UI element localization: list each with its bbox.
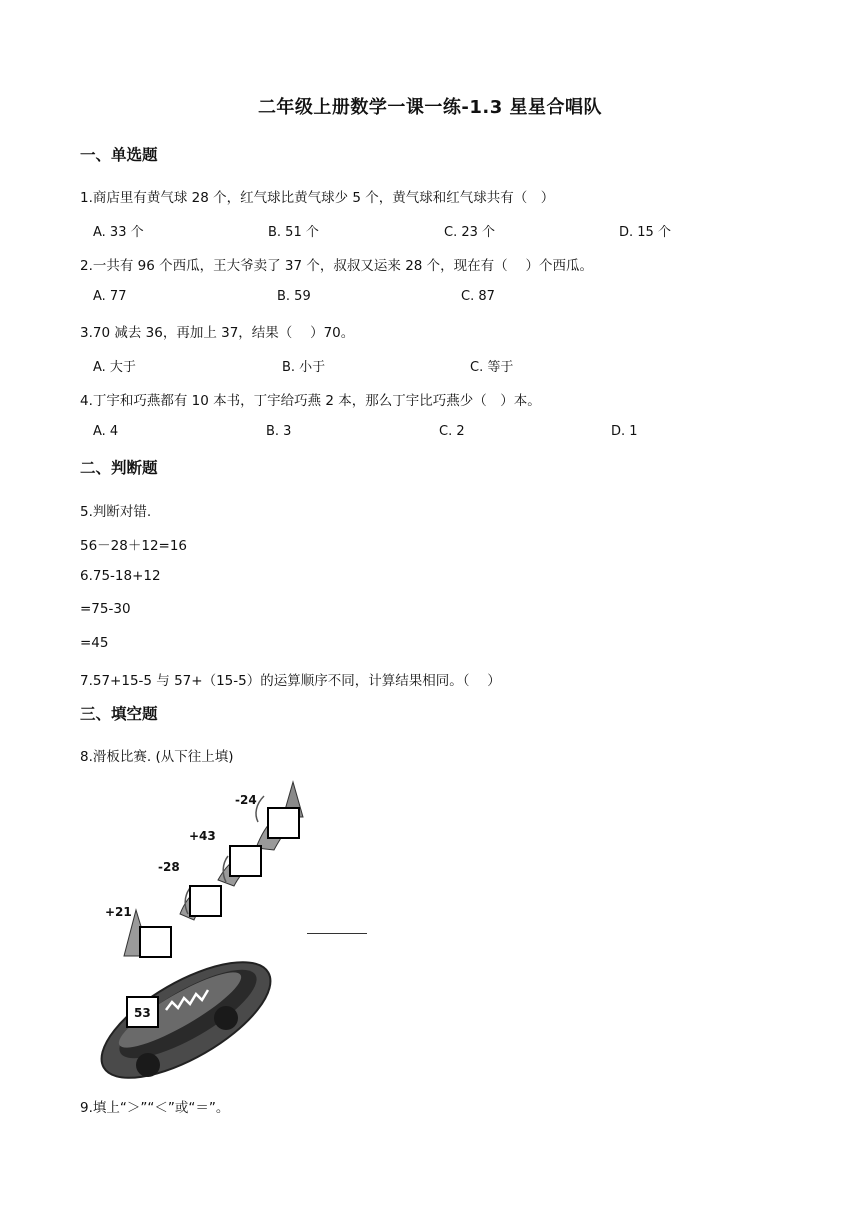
question-2: 2.一共有 96 个西瓜，王大爷卖了 37 个，叔叔又运来 28 个，现在有（ ）个西瓜。	[80, 258, 593, 274]
step-label-4: -24	[235, 793, 257, 807]
page-title: 二年级上册数学一课一练-1.3 星星合唱队	[257, 97, 603, 118]
q4-option-b[interactable]: B. 3	[266, 424, 292, 439]
question-4: 4.丁宇和巧燕都有 10 本书，丁宇给巧燕 2 本，那么丁宇比巧燕少（ ）本。	[80, 393, 541, 409]
q2-option-c[interactable]: C. 87	[461, 289, 495, 304]
answer-blank-line[interactable]	[307, 933, 367, 934]
start-value: 53	[134, 1006, 151, 1020]
question-8: 8.滑板比赛. (从下往上填)	[80, 749, 234, 765]
question-6-step-1: =75-30	[80, 601, 131, 617]
q3-option-a[interactable]: A. 大于	[93, 360, 136, 375]
question-9: 9.填上“＞”“＜”或“＝”。	[80, 1100, 230, 1116]
q3-option-c[interactable]: C. 等于	[470, 360, 514, 375]
skateboard-icon	[88, 940, 287, 1080]
section-heading-single-choice: 一、单选题	[80, 146, 158, 164]
q1-option-a[interactable]: A. 33 个	[93, 225, 144, 240]
answer-box-3	[230, 846, 261, 876]
question-7: 7.57+15-5 与 57+（15-5）的运算顺序不同，计算结果相同。（ ）	[80, 673, 501, 689]
question-5: 5.判断对错.	[80, 504, 152, 520]
answer-box-2	[190, 886, 221, 916]
q4-option-d[interactable]: D. 1	[611, 424, 638, 439]
q1-option-d[interactable]: D. 15 个	[619, 225, 671, 240]
answer-box-4	[268, 808, 299, 838]
section-heading-true-false: 二、判断题	[80, 459, 158, 477]
q4-option-c[interactable]: C. 2	[439, 424, 465, 439]
question-6-step-2: =45	[80, 635, 109, 651]
section-heading-fill-in: 三、填空题	[80, 705, 158, 723]
q1-option-c[interactable]: C. 23 个	[444, 225, 496, 240]
step-label-1: +21	[105, 905, 132, 919]
q1-option-b[interactable]: B. 51 个	[268, 225, 319, 240]
q3-option-b[interactable]: B. 小于	[282, 360, 326, 375]
question-5-expression: 56－28＋12=16	[80, 538, 188, 554]
answer-box-1	[140, 927, 171, 957]
q4-option-a[interactable]: A. 4	[93, 424, 119, 439]
step-label-3: +43	[189, 829, 216, 843]
q2-option-b[interactable]: B. 59	[277, 289, 311, 304]
skateboard-figure	[88, 770, 388, 1080]
step-label-2: -28	[158, 860, 180, 874]
question-3: 3.70 减去 36，再加上 37，结果（ ）70。	[80, 325, 355, 341]
question-1: 1.商店里有黄气球 28 个，红气球比黄气球少 5 个，黄气球和红气球共有（ ）	[80, 190, 555, 206]
question-6: 6.75-18+12	[80, 568, 161, 584]
q2-option-a[interactable]: A. 77	[93, 289, 127, 304]
